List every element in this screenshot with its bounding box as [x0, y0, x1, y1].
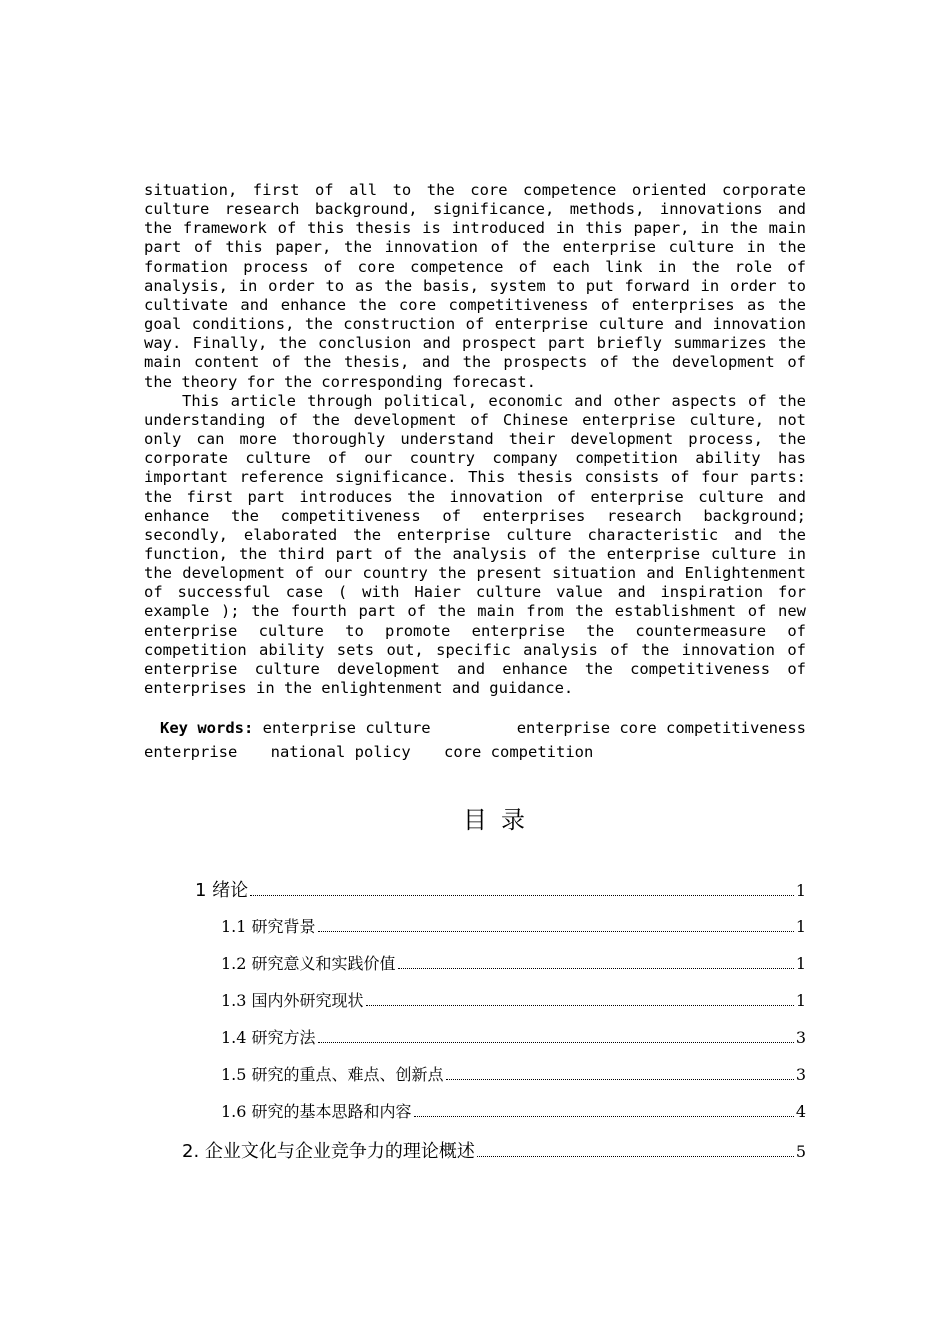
keywords-line-1 [144, 716, 806, 740]
toc-entry[interactable] [195, 876, 806, 902]
toc-entry-page: 5 [795, 1142, 806, 1161]
toc-leader-dots [398, 968, 794, 969]
toc-entry[interactable] [182, 1137, 806, 1163]
toc-entry[interactable] [221, 988, 806, 1011]
keyword-3: enterprise [144, 743, 238, 761]
toc-entry-page: 1 [795, 954, 806, 973]
toc-entry[interactable] [221, 914, 806, 937]
toc-entry-page: 1 [795, 917, 806, 936]
toc-entry-label: 1.3 国内外研究现状 [221, 991, 364, 1010]
toc-entry-page: 1 [795, 991, 806, 1010]
toc-leader-dots [446, 1079, 794, 1080]
toc-leader-dots [250, 895, 794, 896]
keyword-4: national policy [270, 743, 411, 761]
toc-leader-dots [477, 1156, 794, 1157]
keywords-line-2 [144, 740, 806, 764]
keywords-block [144, 716, 806, 764]
toc-entry-page: 3 [795, 1065, 806, 1084]
toc-leader-dots [318, 931, 794, 932]
toc-entry[interactable] [221, 1099, 806, 1122]
toc-leader-dots [414, 1116, 794, 1117]
keyword-5: core competition [444, 743, 594, 761]
toc-entry-page: 3 [795, 1028, 806, 1047]
toc-entry-label: 1.6 研究的基本思路和内容 [221, 1102, 412, 1121]
abstract-paragraph-1: situation, first of all to the core competence oriented corporate culture research background, significance, methods, innovations and the framework of this thesis is introduced in this paper, in the main part of this paper, the innovation of the enterprise culture in the formation process of core competence of each link in the role of analysis, in order to as the basis, system to put forward in order to cultivate and enhance the core competitiveness of enterprises as the goal conditions, the construction of enterprise culture and innovation way. Finally, the conclusion and prospect part briefly summarizes the main content of the thesis, and the prospects of the development of the theory for the corresponding forecast. [144, 181, 806, 391]
toc-entry[interactable] [221, 1062, 806, 1085]
toc-entry-page: 1 [795, 881, 806, 900]
keyword-1: enterprise culture [262, 719, 431, 737]
toc-entry[interactable] [221, 951, 806, 974]
toc-entry-label: 1.4 研究方法 [221, 1028, 316, 1047]
toc-entry-label: 2. 企业文化与企业竞争力的理论概述 [182, 1141, 475, 1162]
toc-title: 目录 [463, 806, 539, 834]
toc-leader-dots [366, 1005, 794, 1006]
keywords-label: Key words: [160, 719, 254, 737]
keyword-2: enterprise core competitiveness [516, 719, 806, 737]
toc-entry[interactable] [221, 1025, 806, 1048]
abstract-paragraph-2: This article through political, economic and other aspects of the understanding of the development of Chinese enterprise culture, not only can more thoroughly understand their development process, the corporate culture of our country company competition ability has important reference significance. This thesis consists of four parts: the first part introduces the innovation of enterprise culture and enhance the competitiveness of enterprises research background; secondly, elaborated the enterprise culture characteristic and the function, the third part of the analysis of the enterprise culture in the development of our country the present situation and Enlightenment of successful case ( with Haier culture value and inspiration for example ); the fourth part of the main from the establishment of new enterprise culture to promote enterprise the countermeasure of competition ability sets out, specific analysis of the innovation of enterprise culture development and enhance the competitiveness of enterprises in the enlightenment and guidance. [144, 391, 806, 698]
toc-entry-label: 1.1 研究背景 [221, 917, 316, 936]
abstract-body [144, 181, 806, 698]
toc-entry-label: 1.2 研究意义和实践价值 [221, 954, 396, 973]
toc-entry-label: 1 绪论 [195, 880, 249, 901]
toc-entry-page: 4 [795, 1102, 806, 1121]
toc-leader-dots [318, 1042, 794, 1043]
toc-entry-label: 1.5 研究的重点、难点、创新点 [221, 1065, 444, 1084]
